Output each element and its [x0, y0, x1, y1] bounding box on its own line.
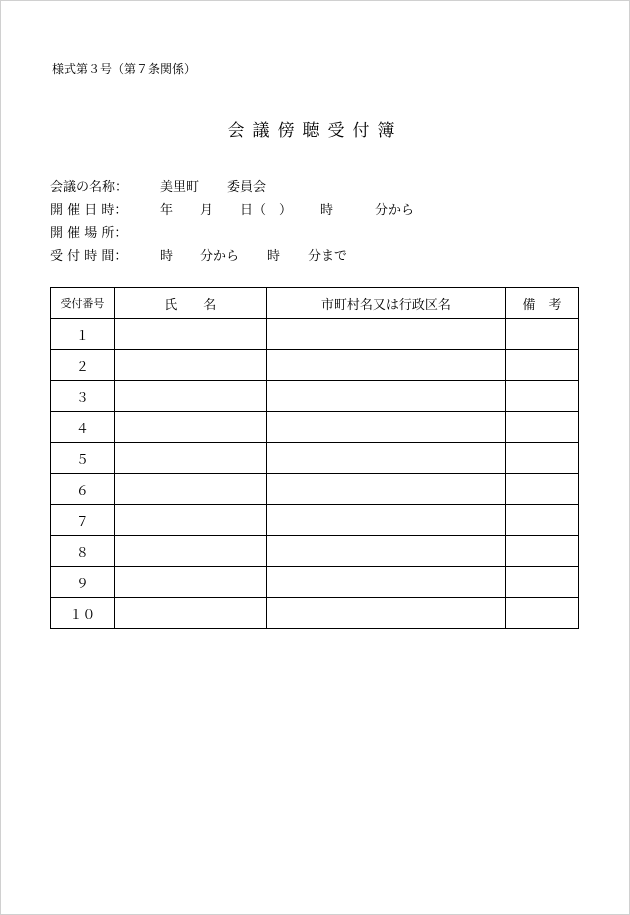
- name-cell[interactable]: [114, 536, 266, 567]
- table-row: [51, 598, 579, 629]
- name-cell[interactable]: [114, 567, 266, 598]
- reception-hour1: 時: [160, 249, 174, 264]
- table-row: [51, 381, 579, 412]
- table-row: [51, 505, 579, 536]
- header-name: 氏 名: [114, 288, 266, 319]
- municipality-cell[interactable]: [266, 412, 505, 443]
- municipality-cell[interactable]: [266, 536, 505, 567]
- municipality-cell[interactable]: [266, 474, 505, 505]
- remarks-cell[interactable]: [506, 381, 579, 412]
- name-cell[interactable]: [114, 381, 266, 412]
- municipality-cell[interactable]: [266, 443, 505, 474]
- header-municipality: 市町村名又は行政区名: [266, 288, 505, 319]
- header-reception-number: 受付番号: [51, 288, 115, 319]
- municipality-cell[interactable]: [266, 598, 505, 629]
- meeting-name-label: 会議の名称：: [50, 180, 129, 195]
- table-row: [51, 536, 579, 567]
- table-row: [51, 412, 579, 443]
- municipality-cell[interactable]: [266, 350, 505, 381]
- reception-label: 受 付 時 間：: [50, 249, 128, 264]
- month-field: 月: [200, 203, 214, 218]
- name-cell[interactable]: [114, 598, 266, 629]
- year-field: 年: [160, 203, 174, 218]
- remarks-cell[interactable]: [506, 443, 579, 474]
- row-number: １０: [51, 598, 115, 629]
- place-label: 開 催 場 所：: [50, 226, 128, 241]
- day-field: 日（ ）: [240, 203, 293, 218]
- row-number: ９: [51, 567, 115, 598]
- table-row: [51, 319, 579, 350]
- hour-field: 時: [320, 203, 334, 218]
- row-number: ５: [51, 443, 115, 474]
- row-number: ２: [51, 350, 115, 381]
- reception-hour2: 時: [267, 249, 281, 264]
- form-number: 様式第３号（第７条関係）: [52, 62, 197, 76]
- page-title: 会議傍聴受付簿: [227, 121, 403, 141]
- row-number: ７: [51, 505, 115, 536]
- remarks-cell[interactable]: [506, 350, 579, 381]
- remarks-cell[interactable]: [506, 474, 579, 505]
- municipality-cell[interactable]: [266, 505, 505, 536]
- table-row: [51, 474, 579, 505]
- reception-minute-from: 分から: [200, 249, 240, 264]
- name-cell[interactable]: [114, 319, 266, 350]
- minute-from-field: 分から: [375, 203, 415, 218]
- row-number: １: [51, 319, 115, 350]
- committee-name: 委員会: [227, 180, 267, 195]
- name-cell[interactable]: [114, 443, 266, 474]
- row-number: ４: [51, 412, 115, 443]
- name-cell[interactable]: [114, 474, 266, 505]
- remarks-cell[interactable]: [506, 412, 579, 443]
- name-cell[interactable]: [114, 505, 266, 536]
- reception-table: [50, 287, 579, 629]
- remarks-cell[interactable]: [506, 505, 579, 536]
- row-number: ３: [51, 381, 115, 412]
- row-number: ８: [51, 536, 115, 567]
- municipality-cell[interactable]: [266, 381, 505, 412]
- date-label: 開 催 日 時：: [50, 203, 128, 218]
- header-remarks: 備 考: [506, 288, 579, 319]
- remarks-cell[interactable]: [506, 319, 579, 350]
- remarks-cell[interactable]: [506, 598, 579, 629]
- table-header-row: [51, 288, 579, 319]
- row-number: ６: [51, 474, 115, 505]
- name-cell[interactable]: [114, 350, 266, 381]
- table-row: [51, 443, 579, 474]
- municipality-cell[interactable]: [266, 567, 505, 598]
- remarks-cell[interactable]: [506, 567, 579, 598]
- name-cell[interactable]: [114, 412, 266, 443]
- municipality-cell[interactable]: [266, 319, 505, 350]
- town-name: 美里町: [160, 180, 200, 195]
- table-row: [51, 350, 579, 381]
- table-row: [51, 567, 579, 598]
- reception-minute-until: 分まで: [308, 249, 348, 264]
- remarks-cell[interactable]: [506, 536, 579, 567]
